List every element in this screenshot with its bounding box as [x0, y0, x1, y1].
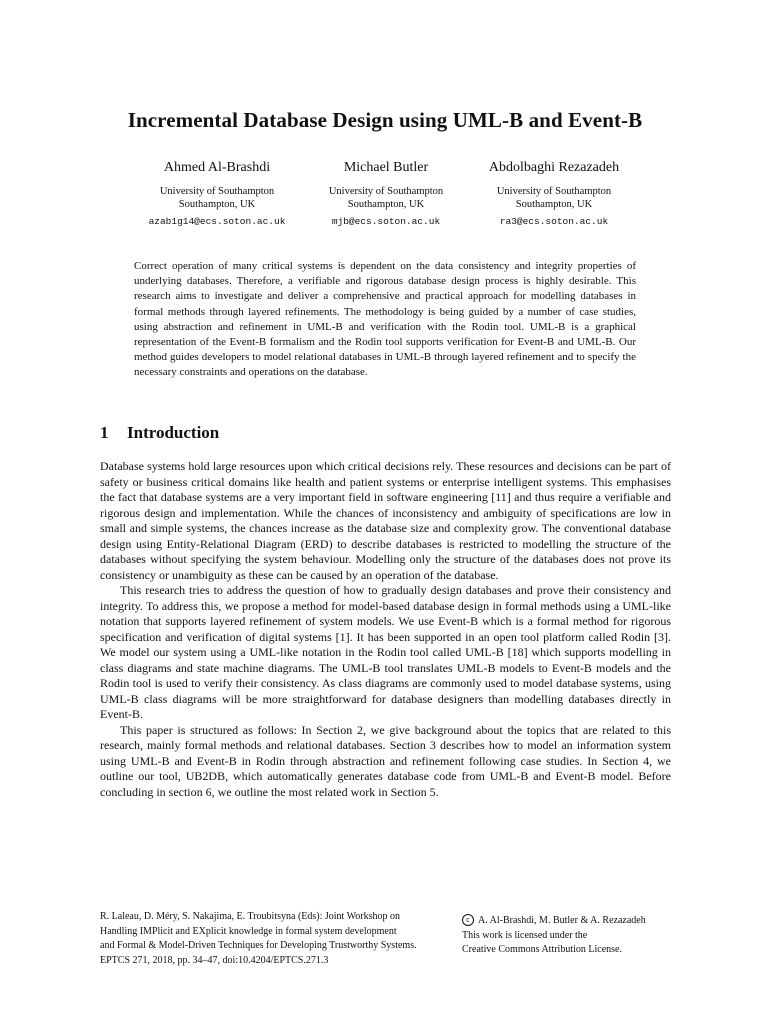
publication-line: R. Laleau, D. Méry, S. Nakajima, E. Troubitsyna (Eds): Joint Workshop on	[100, 911, 401, 922]
publication-line: and Formal & Model-Driven Techniques for Developing Trustworthy Systems.	[100, 940, 417, 951]
author-3	[454, 160, 654, 227]
author-block	[0, 160, 770, 230]
author-email: mjb@ecs.soton.ac.uk	[331, 216, 441, 227]
author-affiliation: University of Southampton	[496, 186, 612, 197]
copyright-holders: A. Al-Brashdi, M. Butler & A. Rezazadeh	[477, 915, 646, 926]
publication-line: Handling IMPlicit and EXplicit knowledge in formal system development	[100, 925, 397, 937]
author-name: Ahmed Al-Brashdi	[163, 160, 271, 175]
abstract: Correct operation of many critical systems is dependent on the data consistency and integrity properties of underlying databases. Therefore, a verifiable and rigorous database design process is highly desirable. This research aims to investigate and deliver a comprehensive and practical approach for modelling databases in formal methods through layered refinements. The methodology is being guided by a number of case studies, using abstraction and refinement in UML-B and verification with the Rodin tool. UML-B is a graphical representation of the Event-B formalism and the Rodin tool supports verification for Event-B and UML-B. Our method guides developers to model relational databases in UML-B through layered refinement and to specify the necessary constraints and operations on the database.	[134, 260, 636, 379]
publication-line: EPTCS 271, 2018, pp. 34–47, doi:10.4204/EPTCS.271.3	[100, 954, 329, 966]
section-body	[100, 459, 671, 800]
author-location: Southampton, UK	[515, 199, 593, 210]
author-email: ra3@ecs.soton.ac.uk	[499, 216, 609, 227]
copyright-icon: c	[462, 914, 474, 926]
author-location: Southampton, UK	[178, 199, 256, 210]
paragraph-3: This paper is structured as follows: In Section 2, we give background about the topics that are related to this research, mainly formal methods and relational databases. Section 3 describes how to model an information system using UML-B and Event-B in Rodin through abstraction and refinement following case studies. In Section 4, we outline our tool, UB2DB, which automatically generates database code from UML-B and Event-B model. Before concluding in section 6, we outline the most related work in Section 5.	[100, 722, 671, 799]
paper-title: Incremental Database Design using UML-B and Event-B	[127, 108, 643, 132]
author-location: Southampton, UK	[347, 199, 425, 210]
license-line: This work is licensed under the	[462, 929, 588, 941]
section-title: Introduction	[127, 423, 220, 442]
author-affiliation: University of Southampton	[159, 186, 275, 197]
license-link[interactable]: Creative Commons Attribution License.	[462, 944, 622, 955]
author-email: azab1g14@ecs.soton.ac.uk	[148, 216, 286, 227]
author-name: Michael Butler	[343, 160, 429, 175]
paragraph-1: Database systems hold large resources upon which critical decisions rely. These resources and decisions can be part of safety or business critical domains like health and patient systems or enterprise intelligent systems. This emphasises the fact that database systems are a very important field in software engineering [11] and thus require a verifiable and rigorous design and implementation. While the chances of inconsistency and ambiguity of specifications are low in small and simple systems, the chances increase as the database size and complexity grow. The conventional database design using Entity-Relational Diagram (ERD) to describe databases is restricted to modelling the structure of the databases without specifying the system behaviour. Modelling only the structure of the databases does not prove its consistency or unambiguity as these can be caused by an operation of the database.	[100, 459, 671, 582]
author-name: Abdolbaghi Rezazadeh	[488, 160, 620, 175]
publication-info	[100, 910, 470, 968]
section-number: 1	[100, 423, 109, 442]
paragraph-2: This research tries to address the question of how to gradually design databases and prove their consistency and integrity. To address this, we propose a method for model-based database design in formal methods using a UML-like notation that supports layered refinement of system models. We use Event-B which is a formal method for rigorous specification and verification of digital systems [1]. It has been supported in an open tool platform called Rodin [3]. We model our system using a UML-like notation in the Rodin tool called UML-B [18] which supports modelling in class diagrams and state machine diagrams. The UML-B tool translates UML-B models to Event-B models and the Rodin tool is used to verify their consistency. As class diagrams are commonly used to model database systems, using UML-B class diagrams will be more straightforward for database designers than modelling databases directly in Event-B.	[100, 583, 671, 721]
author-affiliation: University of Southampton	[328, 186, 444, 197]
copyright-notice	[462, 914, 682, 958]
section-heading	[100, 423, 219, 443]
